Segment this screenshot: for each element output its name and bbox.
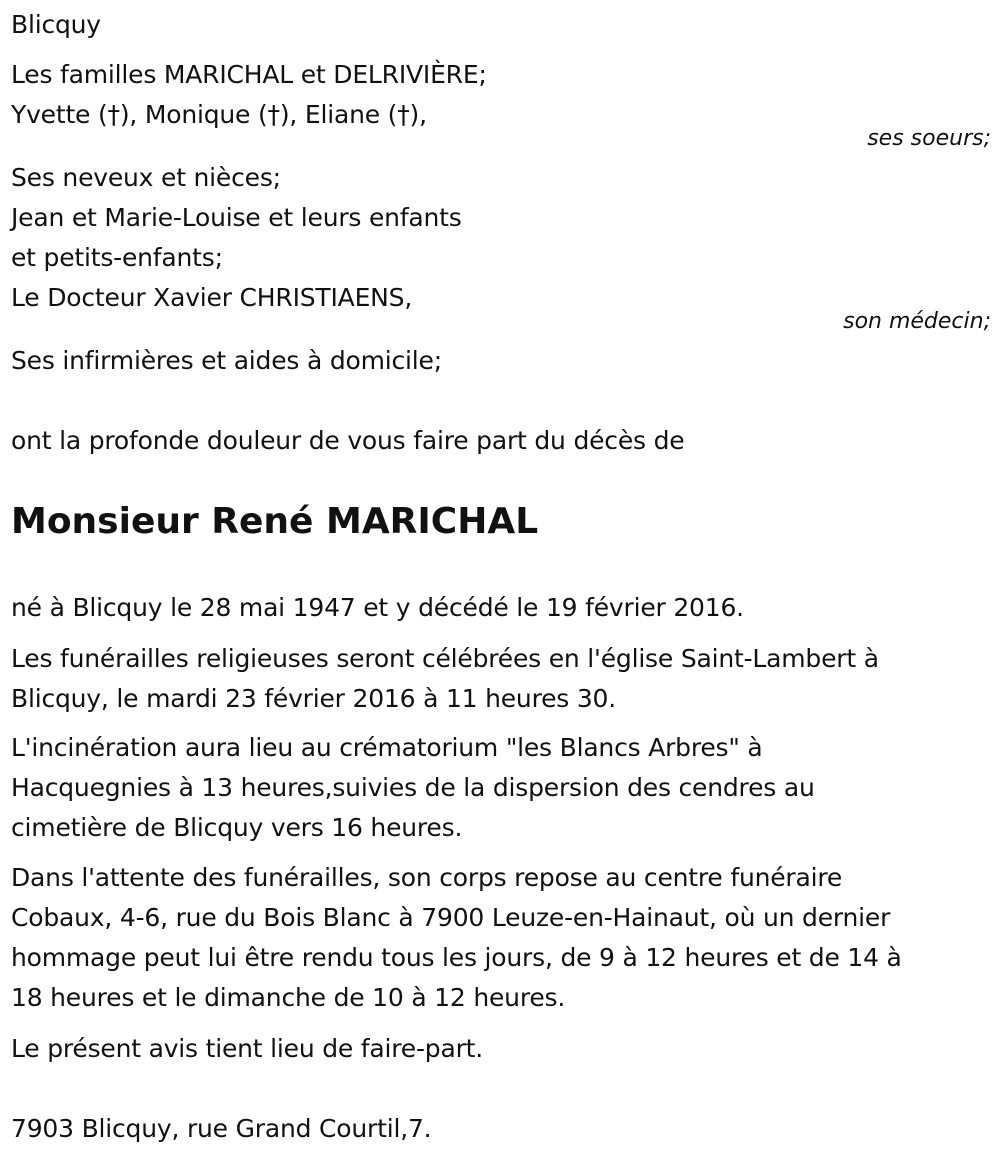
families-line: Les familles MARICHAL et DELRIVIÈRE; [11, 60, 487, 89]
jean-marie-line: Jean et Marie-Louise et leurs enfants [11, 203, 462, 232]
funeral-line-2: Blicquy, le mardi 23 février 2016 à 11 heures 30. [11, 684, 617, 713]
sisters-names: Yvette (†), Monique (†), Eliane (†), [11, 100, 427, 129]
viewing-line-1: Dans l'attente des funérailles, son corps repose au centre funéraire [11, 863, 843, 892]
announcement-line: ont la profonde douleur de vous faire part du décès de [11, 426, 685, 455]
grandchildren-line: et petits-enfants; [11, 243, 223, 272]
viewing-line-2: Cobaux, 4-6, rue du Bois Blanc à 7900 Leuze-en-Hainaut, où un dernier [11, 903, 891, 932]
doctor-role: son médecin; [843, 309, 991, 334]
nurses-line: Ses infirmières et aides à domicile; [11, 346, 442, 375]
location-header: Blicquy [11, 10, 101, 39]
sisters-role: ses soeurs; [867, 126, 991, 151]
notice-note: Le présent avis tient lieu de faire-part. [11, 1034, 484, 1063]
viewing-line-3: hommage peut lui être rendu tous les jours, de 9 à 12 heures et de 14 à [11, 943, 902, 972]
deceased-name: Monsieur René MARICHAL [11, 501, 539, 542]
nephews-line: Ses neveux et nièces; [11, 163, 281, 192]
birth-death-line: né à Blicquy le 28 mai 1947 et y décédé le 19 février 2016. [11, 593, 744, 622]
cremation-line-3: cimetière de Blicquy vers 16 heures. [11, 813, 463, 842]
funeral-line-1: Les funérailles religieuses seront célébrées en l'église Saint-Lambert à [11, 644, 879, 673]
cremation-line-1: L'incinération aura lieu au crématorium "les Blancs Arbres" à [11, 733, 763, 762]
viewing-line-4: 18 heures et le dimanche de 10 à 12 heures. [11, 983, 566, 1012]
cremation-line-2: Hacquegnies à 13 heures,suivies de la dispersion des cendres au [11, 773, 815, 802]
doctor-name: Le Docteur Xavier CHRISTIAENS, [11, 283, 413, 312]
address-line: 7903 Blicquy, rue Grand Courtil,7. [11, 1114, 432, 1143]
